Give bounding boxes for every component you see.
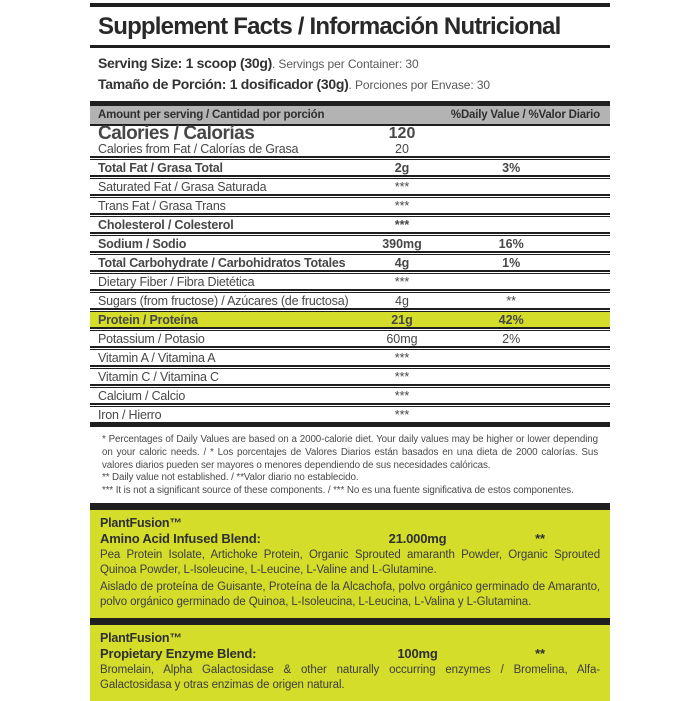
nutrient-name: Vitamin C / Vitamina C: [98, 369, 219, 384]
footnote: *** It is not a significant source of these components. / *** No es una fuente significativa de estos componentes.: [102, 484, 574, 496]
nutrient-amount: ***: [394, 217, 410, 232]
nutrient-row: [90, 255, 610, 270]
nutrient-table: [90, 122, 610, 422]
nutrient-name: Potassium / Potasio: [98, 331, 205, 346]
nutrient-amount: 4g: [395, 293, 409, 308]
footnote: * Percentages of Daily Values are based on a 2000-calorie diet. Your daily values may be higher or lower depending on your caloric needs. / * Los porcentajes de Valores Diarios están basados en una dieta de 2000 calorías. Sus valores diarios pueden ser mayores o menores dependiendo de sus necesidades calóricas.: [102, 434, 598, 471]
nutrient-dv: **: [506, 293, 517, 308]
nutrient-name: Protein / Proteína: [98, 312, 198, 327]
nutrient-dv: 42%: [498, 312, 524, 327]
nutrient-amount: 20: [395, 141, 409, 156]
nutrient-amount: 4g: [394, 255, 410, 270]
nutrient-amount: 120: [388, 124, 416, 142]
blend-name: Propietary Enzyme Blend:: [100, 646, 257, 662]
nutrient-row: [90, 179, 610, 194]
nutrient-row: [90, 312, 610, 327]
nutrient-row: [90, 198, 610, 213]
serving-size-en-bold: Serving Size: 1 scoop (30g): [98, 55, 272, 72]
blend-header: [100, 531, 600, 546]
blend-separator-bar: [90, 618, 610, 625]
serving-info: [90, 48, 610, 101]
nutrient-amount: ***: [394, 388, 410, 403]
blend-dv: **: [535, 531, 545, 547]
nutrient-name: Dietary Fiber / Fibra Dietética: [98, 274, 255, 289]
nutrient-dv: 2%: [502, 331, 521, 346]
nutrient-name: Calories / Calorías: [98, 122, 255, 144]
nutrient-row: [90, 331, 610, 346]
blend-amount: 100mg: [397, 646, 438, 662]
nutrient-row: [90, 388, 610, 403]
nutrient-amount: ***: [394, 407, 410, 422]
blend-brand: PlantFusion™: [100, 516, 182, 531]
nutrient-name: Calcium / Calcio: [98, 388, 186, 403]
nutrient-row: [90, 274, 610, 289]
blend-amount: 21.000mg: [388, 531, 447, 547]
nutrient-name: Total Carbohydrate / Carbohidratos Totales: [98, 255, 346, 270]
nutrient-dv: 3%: [502, 160, 521, 175]
nutrient-row: [90, 350, 610, 365]
nutrient-row: [90, 369, 610, 384]
footnote: ** Daily value not established. / **Valor diario no establecido.: [102, 472, 359, 484]
blend-ingredients: Bromelain, Alpha Galactosidase & other naturally occurring enzymes / Bromelina, Alfa-Galactosidasa y otras enzimas de origen natural.: [100, 664, 600, 692]
blend-block: [90, 625, 610, 701]
nutrient-name: Vitamin A / Vitamina A: [98, 350, 216, 365]
blend-dv: **: [535, 646, 545, 662]
nutrient-name: Cholesterol / Colesterol: [98, 217, 234, 232]
nutrient-name: Sodium / Sodio: [98, 236, 187, 251]
label-title: Supplement Facts / Información Nutricional: [98, 13, 561, 40]
nutrient-amount: 60mg: [386, 331, 418, 346]
blend-block: [90, 510, 610, 618]
footnotes-bottom-bar: [90, 503, 610, 510]
column-header: [90, 106, 610, 124]
nutrient-row: [90, 407, 610, 422]
nutrient-row: [90, 160, 610, 175]
nutrient-name: Total Fat / Grasa Total: [98, 160, 223, 175]
blend-ingredients: Aislado de proteína de Guisante, Proteína de la Alcachofa, polvo orgánico germinado de Amaranto, polvo orgánico germinado de Quinoa, L-Isoleucina, L-Leucina, L-Valina y L-Glutamina.: [100, 581, 600, 609]
blend-brand: PlantFusion™: [100, 631, 182, 646]
serving-size-es-rest: . Porciones por Envase: 30: [348, 78, 490, 93]
nutrient-dv: 1%: [502, 255, 521, 270]
blend-sections: [90, 510, 610, 701]
serving-size-es: [98, 74, 602, 95]
column-header-dv: %Daily Value / %Valor Diario: [450, 109, 600, 122]
serving-size-en: [98, 53, 602, 74]
nutrient-row: [90, 293, 610, 308]
nutrient-row: [90, 122, 610, 144]
nutrient-amount: ***: [394, 179, 410, 194]
nutrient-dv: 16%: [498, 236, 524, 251]
nutrient-amount: 390mg: [382, 236, 422, 251]
column-header-amount: Amount per serving / Cantidad por porción: [98, 109, 325, 122]
supplement-facts-label: [90, 3, 610, 701]
footnotes: [90, 427, 610, 503]
nutrient-row: [90, 217, 610, 232]
blend-header: [100, 646, 600, 661]
nutrient-amount: 2g: [394, 160, 410, 175]
serving-size-en-rest: . Servings per Container: 30: [271, 57, 419, 72]
nutrient-row: [90, 141, 610, 156]
nutrient-name: Calories from Fat / Calorías de Grasa: [98, 141, 299, 156]
nutrient-name: Sugars (from fructose) / Azúcares (de fructosa): [98, 293, 349, 308]
nutrient-name: Saturated Fat / Grasa Saturada: [98, 179, 267, 194]
nutrient-amount: 21g: [391, 312, 413, 327]
blend-name: Amino Acid Infused Blend:: [100, 531, 261, 547]
nutrient-name: Trans Fat / Grasa Trans: [98, 198, 226, 213]
nutrient-amount: ***: [394, 198, 410, 213]
nutrient-row: [90, 236, 610, 251]
nutrient-amount: ***: [394, 274, 410, 289]
nutrient-name: Iron / Hierro: [98, 407, 162, 422]
serving-size-es-bold: Tamaño de Porción: 1 dosificador (30g): [98, 76, 349, 93]
nutrient-amount: ***: [394, 369, 410, 384]
blend-ingredients: Pea Protein Isolate, Artichoke Protein, Organic Sprouted amaranth Powder, Organic Sprouted Quinoa Powder, L-Isoleucine, L-Leucine, L-Valine and L-Glutamine.: [100, 549, 600, 577]
nutrient-amount: ***: [394, 350, 410, 365]
